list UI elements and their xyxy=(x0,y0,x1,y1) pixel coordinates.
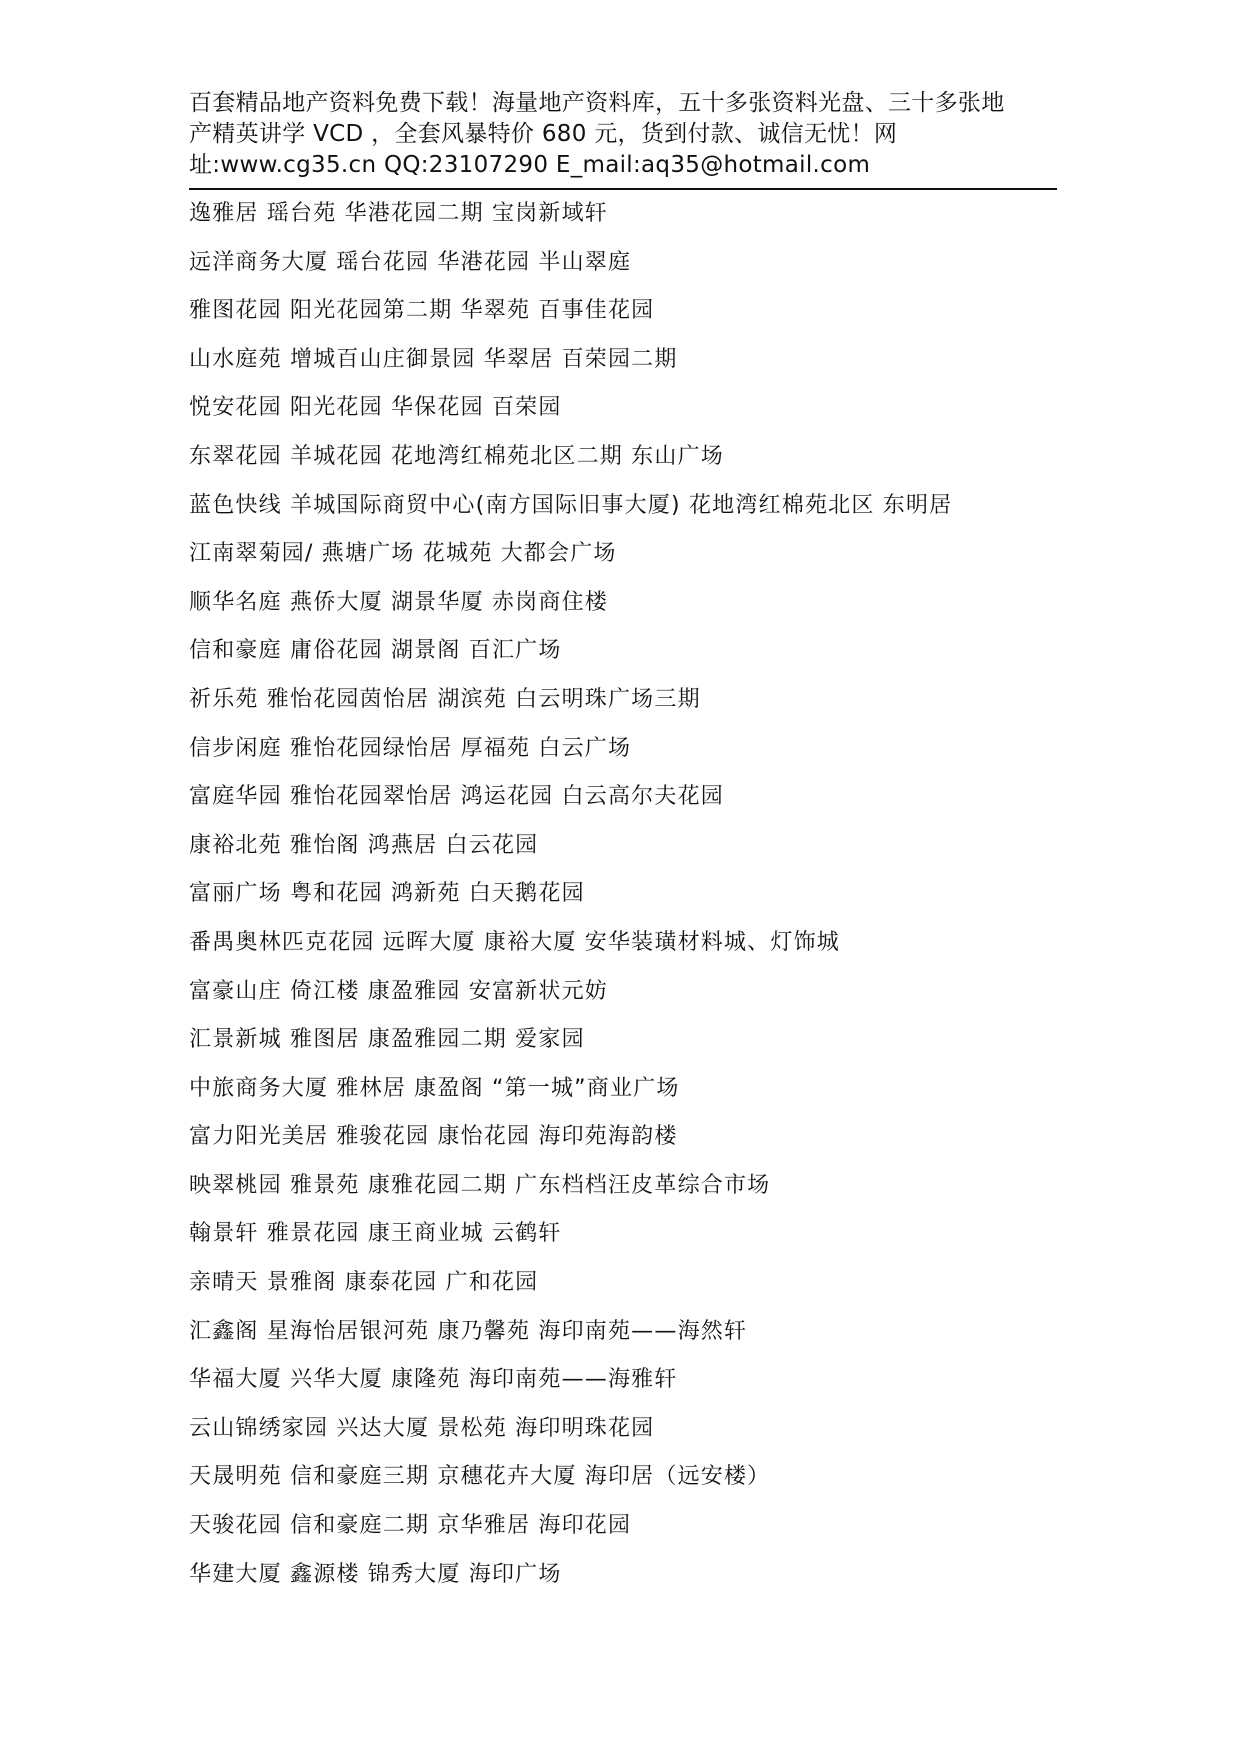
list-item: 信步闲庭 雅怡花园绿怡居 厚福苑 白云广场 xyxy=(189,735,632,761)
list-item: 雅图花园 阳光花园第二期 华翠苑 百事佳花园 xyxy=(189,298,655,324)
list-item: 汇鑫阁 星海怡居银河苑 康乃馨苑 海印南苑——海然轩 xyxy=(189,1318,748,1344)
header-line-3: 址:www.cg35.cn QQ:23107290 E_mail:aq35@hotmail.com xyxy=(189,152,871,178)
list-item: 悦安花园 阳光花园 华保花园 百荣园 xyxy=(189,395,562,421)
list-item: 翰景轩 雅景花园 康王商业城 云鹤轩 xyxy=(189,1221,562,1247)
list-item: 天骏花园 信和豪庭二期 京华雅居 海印花园 xyxy=(189,1513,632,1539)
list-item: 亲晴天 景雅阁 康泰花园 广和花园 xyxy=(189,1270,539,1296)
list-item: 番禺奥林匹克花园 远晖大厦 康裕大厦 安华装璜材料城、灯饰城 xyxy=(189,929,840,955)
property-list xyxy=(189,195,1089,1604)
list-item: 顺华名庭 燕侨大厦 湖景华厦 赤岗商住楼 xyxy=(189,589,608,615)
list-item: 江南翠菊园/ 燕塘广场 花城苑 大都会广场 xyxy=(189,541,617,567)
list-item: 蓝色快线 羊城国际商贸中心(南方国际旧事大厦) 花地湾红棉苑北区 东明居 xyxy=(189,492,953,518)
list-item: 映翠桃园 雅景苑 康雅花园二期 广东档档汪皮革综合市场 xyxy=(189,1172,771,1198)
header-line-2: 产精英讲学 VCD ，全套风暴特价 680 元，货到付款、诚信无忧！网 xyxy=(189,121,898,147)
list-item: 汇景新城 雅图居 康盈雅园二期 爱家园 xyxy=(189,1027,585,1053)
list-item: 富豪山庄 倚江楼 康盈雅园 安富新状元妨 xyxy=(189,978,608,1004)
list-item: 富丽广场 粤和花园 鸿新苑 白天鹅花园 xyxy=(189,881,585,907)
list-item: 华建大厦 鑫源楼 锦秀大厦 海印广场 xyxy=(189,1561,562,1587)
list-item: 云山锦绣家园 兴达大厦 景松苑 海印明珠花园 xyxy=(189,1415,655,1441)
list-item: 富庭华园 雅怡花园翠怡居 鸿运花园 白云高尔夫花园 xyxy=(189,784,724,810)
header-divider xyxy=(189,188,1057,190)
list-item: 山水庭苑 增城百山庄御景园 华翠居 百荣园二期 xyxy=(189,346,678,372)
list-item: 祈乐苑 雅怡花园茵怡居 湖滨苑 白云明珠广场三期 xyxy=(189,686,701,712)
list-item: 逸雅居 瑶台苑 华港花园二期 宝岗新域轩 xyxy=(189,201,608,226)
list-item: 华福大厦 兴华大厦 康隆苑 海印南苑——海雅轩 xyxy=(189,1367,678,1393)
list-item: 富力阳光美居 雅骏花园 康怡花园 海印苑海韵楼 xyxy=(189,1124,678,1150)
list-item: 康裕北苑 雅怡阁 鸿燕居 白云花园 xyxy=(189,832,539,858)
list-item: 信和豪庭 庸俗花园 湖景阁 百汇广场 xyxy=(189,638,562,664)
document-header xyxy=(189,88,1057,181)
list-item: 中旅商务大厦 雅林居 康盈阁 “第一城”商业广场 xyxy=(189,1075,680,1101)
list-item: 远洋商务大厦 瑶台花园 华港花园 半山翠庭 xyxy=(189,249,632,275)
list-item: 天晟明苑 信和豪庭三期 京穗花卉大厦 海印居（远安楼） xyxy=(189,1464,771,1490)
header-line-1: 百套精品地产资料免费下载！海量地产资料库，五十多张资料光盘、三十多张地 xyxy=(189,90,1005,116)
list-item: 东翠花园 羊城花园 花地湾红棉苑北区二期 东山广场 xyxy=(189,443,724,469)
